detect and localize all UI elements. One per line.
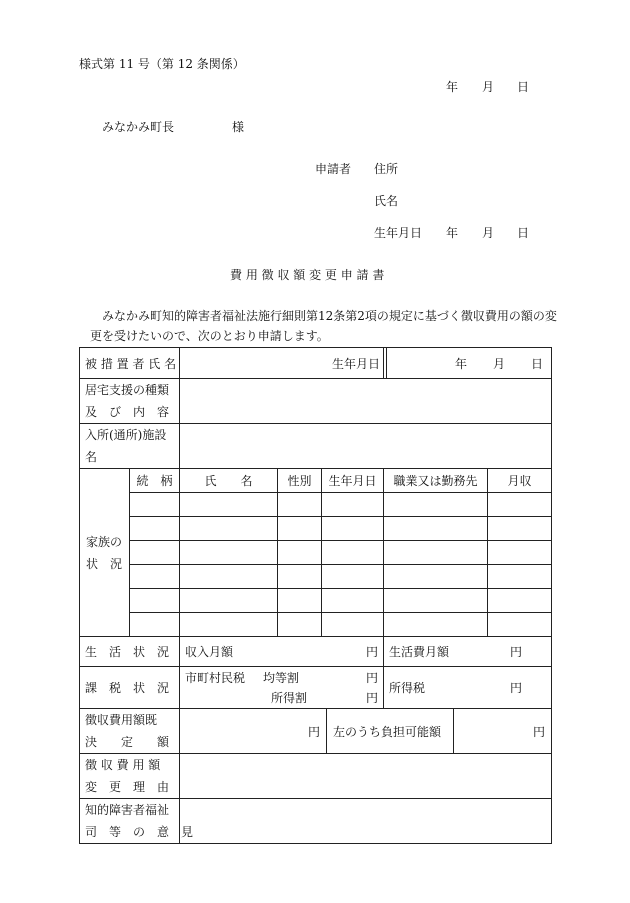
- col-sex: 性別: [278, 469, 322, 493]
- facility-field[interactable]: [180, 424, 552, 469]
- family-cell[interactable]: [384, 565, 488, 589]
- applicant-name-label: 氏名: [374, 194, 399, 208]
- municipal-tax-label: 市町村民税: [185, 670, 246, 685]
- family-cell[interactable]: [180, 565, 278, 589]
- family-row: [80, 565, 552, 589]
- family-cell[interactable]: [384, 589, 488, 613]
- change-reason-label-1: 徴 収 費 用 額: [85, 758, 161, 772]
- insured-birth-field[interactable]: [387, 355, 551, 372]
- living-status-label: 生 活 状 況: [80, 637, 180, 667]
- family-cell[interactable]: [488, 541, 552, 565]
- income-tax-label: 所得税: [389, 681, 426, 695]
- insured-birth-cell: [332, 348, 552, 379]
- family-cell[interactable]: [130, 589, 180, 613]
- yen-unit: 円: [510, 645, 523, 659]
- fee-existing-label-2: 決 定 額: [85, 735, 170, 749]
- family-cell[interactable]: [180, 541, 278, 565]
- fee-existing-label-1: 徴収費用額既: [85, 713, 158, 727]
- col-relation: 続 柄: [130, 469, 180, 493]
- family-row: [80, 613, 552, 637]
- document-title: 費 用 徴 収 額 変 更 申 請 書: [230, 268, 385, 282]
- family-cell[interactable]: [322, 517, 384, 541]
- insured-name-label: 被 措 置 者 氏 名: [80, 348, 180, 379]
- family-label-1: 家族の: [86, 534, 123, 549]
- family-cell[interactable]: [322, 613, 384, 637]
- opinion-label: [80, 799, 194, 844]
- yen-unit: 円: [510, 681, 523, 695]
- yen-unit: 円: [533, 724, 546, 739]
- applicant-birth-year: 年: [446, 226, 459, 240]
- yen-unit: 円: [366, 690, 379, 705]
- living-cost-label: 生活費月額: [389, 645, 450, 659]
- facility-label-2: 名: [85, 450, 98, 464]
- home-support-label-1: 居宅支援の種類: [85, 383, 170, 397]
- insured-birth-month: 月: [493, 356, 506, 371]
- family-cell[interactable]: [488, 589, 552, 613]
- family-cell[interactable]: [130, 517, 180, 541]
- family-row: [80, 589, 552, 613]
- change-reason-label-2: 変 更 理 由: [85, 780, 170, 794]
- applicant-address-label: 住所: [374, 162, 399, 176]
- addressee: みなかみ町長: [102, 120, 175, 134]
- family-row: [80, 493, 552, 517]
- opinion-label-2: 司 等 の 意 見: [85, 825, 194, 839]
- applicant-label: 申請者: [315, 162, 352, 176]
- col-birth: 生年月日: [322, 469, 384, 493]
- fee-existing-cell: [180, 709, 552, 754]
- yen-unit: 円: [308, 724, 321, 739]
- col-name: 氏 名: [180, 469, 278, 493]
- opinion-label-1: 知的障害者福祉: [85, 803, 170, 817]
- date-year-label: 年: [446, 80, 459, 94]
- intro-line-1: みなかみ町知的障害者福祉法施行細則第12条第2項の規定に基づく徴収費用の額の変: [102, 309, 557, 323]
- family-cell[interactable]: [322, 589, 384, 613]
- family-cell[interactable]: [322, 541, 384, 565]
- col-job: 職業又は勤務先: [384, 469, 488, 493]
- change-reason-field[interactable]: [180, 754, 552, 799]
- family-cell[interactable]: [278, 493, 322, 517]
- family-cell[interactable]: [278, 613, 322, 637]
- family-cell[interactable]: [322, 565, 384, 589]
- equal-rate-label: 均等割: [263, 670, 300, 685]
- living-cost-field[interactable]: [384, 637, 552, 667]
- family-cell[interactable]: [130, 565, 180, 589]
- income-rate-label: 所得割: [271, 690, 308, 705]
- income-tax-field[interactable]: [384, 667, 552, 709]
- monthly-income-field[interactable]: [180, 637, 384, 667]
- monthly-income-label: 収入月額: [185, 645, 234, 659]
- applicant-birth-day: 日: [517, 226, 530, 240]
- applicant-birth-month: 月: [482, 226, 495, 240]
- intro-line-2: 更を受けたいので、次のとおり申請します。: [90, 329, 329, 343]
- fee-existing-field[interactable]: [180, 723, 326, 740]
- family-cell[interactable]: [130, 613, 180, 637]
- home-support-label-2: 及 び 内 容: [85, 405, 170, 419]
- application-table: [79, 347, 552, 844]
- honorific: 様: [232, 120, 245, 134]
- family-cell[interactable]: [130, 541, 180, 565]
- family-cell[interactable]: [180, 589, 278, 613]
- family-cell[interactable]: [488, 565, 552, 589]
- date-month-label: 月: [482, 80, 495, 94]
- family-cell[interactable]: [278, 541, 322, 565]
- family-cell[interactable]: [488, 493, 552, 517]
- family-cell[interactable]: [384, 613, 488, 637]
- family-cell[interactable]: [322, 493, 384, 517]
- facility-label: [80, 424, 180, 469]
- applicant-birth-label: 生年月日: [374, 226, 423, 240]
- insured-birth-year: 年: [455, 356, 468, 371]
- tax-status-label: 課 税 状 況: [80, 667, 180, 709]
- family-cell[interactable]: [180, 517, 278, 541]
- opinion-field[interactable]: [180, 799, 552, 844]
- family-cell[interactable]: [278, 589, 322, 613]
- facility-label-1: 入所(通所)施設: [85, 428, 167, 442]
- yen-unit: 円: [366, 645, 379, 659]
- fee-existing-label: [80, 709, 180, 754]
- family-cell[interactable]: [278, 565, 322, 589]
- form-number: 様式第 11 号（第 12 条関係）: [79, 57, 245, 71]
- family-cell[interactable]: [130, 493, 180, 517]
- burden-field[interactable]: [454, 723, 551, 740]
- family-label: [80, 469, 130, 637]
- family-cell[interactable]: [180, 493, 278, 517]
- family-cell[interactable]: [488, 517, 552, 541]
- home-support-field[interactable]: [180, 379, 552, 424]
- yen-unit: 円: [366, 670, 379, 685]
- insured-birth-label: 生年月日: [326, 348, 387, 378]
- family-cell[interactable]: [488, 613, 552, 637]
- change-reason-label: [80, 754, 180, 799]
- family-cell[interactable]: [384, 517, 488, 541]
- family-row: [80, 517, 552, 541]
- family-cell[interactable]: [180, 613, 278, 637]
- burden-label: 左のうち負担可能額: [326, 709, 454, 753]
- family-cell[interactable]: [384, 541, 488, 565]
- col-income: 月収: [488, 469, 552, 493]
- family-cell[interactable]: [384, 493, 488, 517]
- home-support-label: [80, 379, 180, 424]
- insured-birth-day: 日: [531, 356, 544, 371]
- family-label-2: 状 況: [86, 556, 123, 571]
- family-cell[interactable]: [278, 517, 322, 541]
- date-day-label: 日: [517, 80, 530, 94]
- family-row: [80, 541, 552, 565]
- municipal-tax-field[interactable]: [180, 667, 384, 709]
